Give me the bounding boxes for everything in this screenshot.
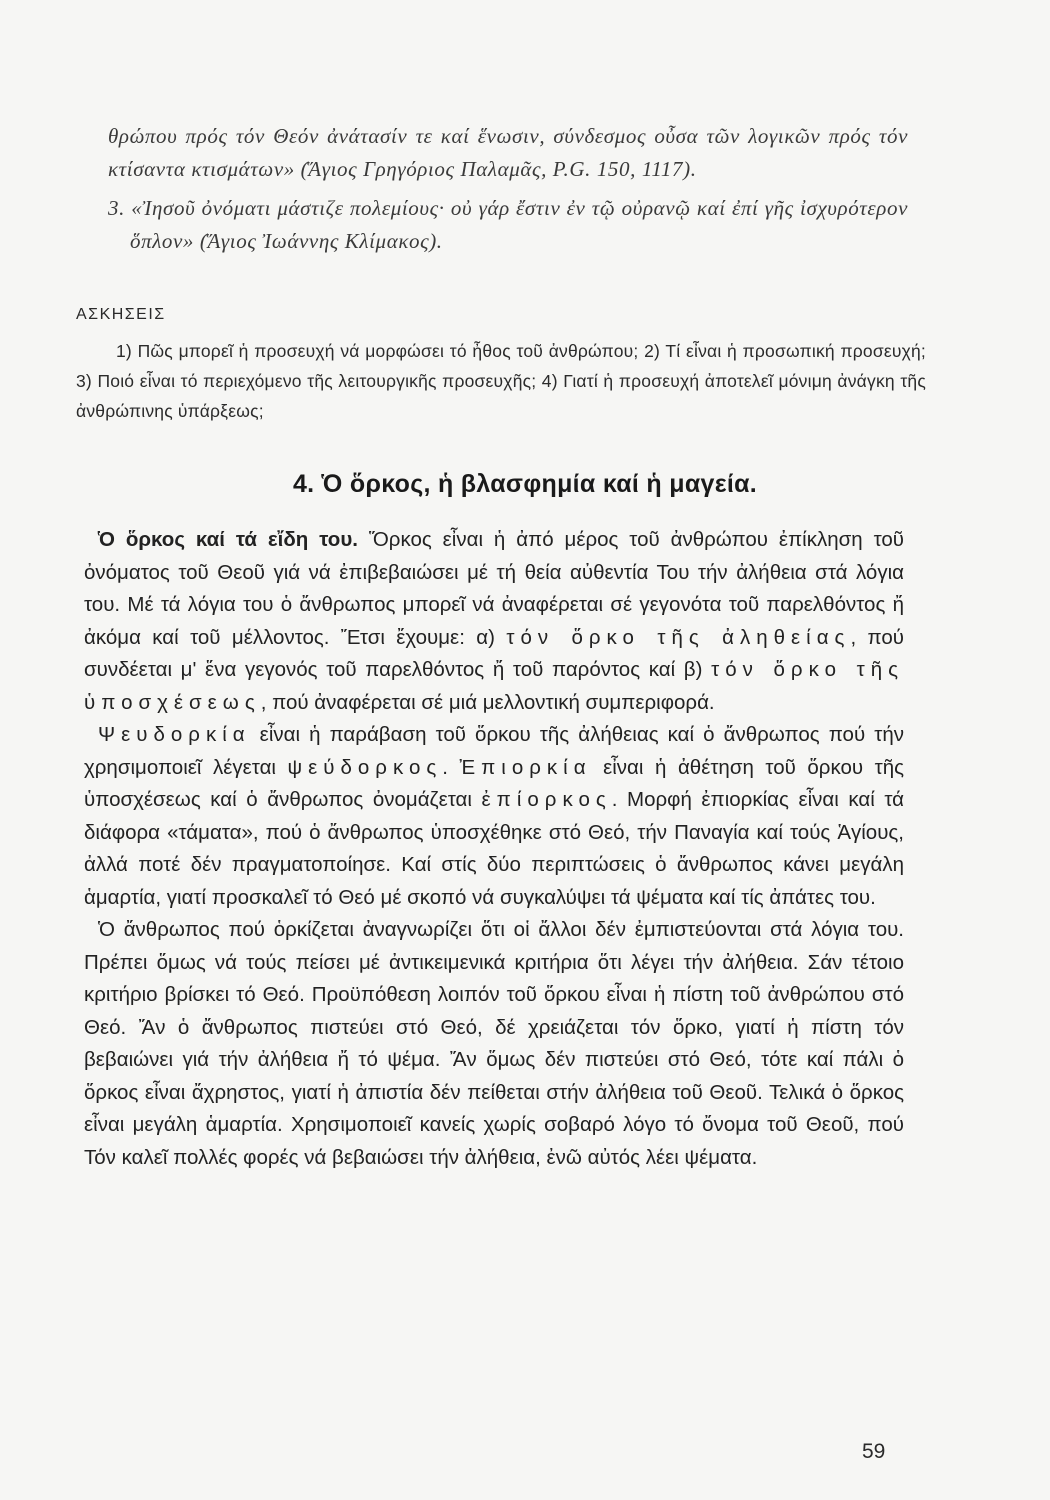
- body-text: [84, 524, 904, 1174]
- paragraph-2: [84, 719, 904, 914]
- text-run: εἶναι ἡ ἀθέτηση τοῦ ὅρκου τῆς ὑποσχέσεως καί ὁ ἄνθρωπος ὀνομάζεται: [84, 755, 904, 811]
- quote-item-number: 3.: [108, 196, 125, 220]
- spaced-term: ἐπίορκος: [481, 788, 612, 811]
- text-run: Ὅρκος εἶναι ἡ ἀπό μέρος τοῦ ἀνθρώπου ἐπίκληση τοῦ ὀνόματος τοῦ Θεοῦ γιά νά ἐπιβεβαιώσει μέ τή θεία αὐθεντία Του τήν ἀλήθεια στά λόγια του. Μέ τά λόγια του ὁ ἄνθρωπος μπορεῖ νά ἀναφέρεται σέ γεγονότα τοῦ παρελθόντος ἤ ἀκόμα καί τοῦ μέλλοντος. Ἔτσι ἔχουμε: α): [84, 528, 904, 649]
- text-run: . Μορφή ἐπιορκίας εἶναι καί τά διάφορα «τάματα», πού ὁ ἄνθρωπος ὑποσχέθηκε στό Θεό, τήν Παναγία καί τούς Ἁγίους, ἀλλά ποτέ δέν πραγματοποίησε. Καί στίς δύο περιπτώσεις ὁ ἄνθρωπος κάνει μεγάλη ἁμαρτία, γιατί προσκαλεῖ τό Θεό μέ σκοπό νά συγκαλύψει τά ψέματα καί τίς ἀπάτες του.: [84, 788, 905, 909]
- text-run: εἶναι ἡ παράβαση τοῦ ὅρκου τῆς ἀλήθειας καί ὁ ἄνθρωπος πού τήν χρησιμοποιεῖ λέγεται: [84, 723, 904, 779]
- exercises-text: 1) Πῶς μπορεῖ ἡ προσευχή νά μορφώσει τό ἦθος τοῦ ἀνθρώπου; 2) Τί εἶναι ἡ προσωπική προσευχή; 3) Ποιό εἶναι τό περιεχόμενο τῆς λειτουργικῆς προσευχῆς; 4) Γιατί ἡ προσευχή ἀποτελεῖ μόνιμη ἀνάγκη τῆς ἀνθρώπινης ὑπάρξεως;: [76, 341, 926, 421]
- spaced-term: τόν ὅρκο τῆς ἀληθείας: [506, 625, 851, 649]
- spaced-term: ψεύδορκος: [287, 755, 443, 779]
- paragraph-lead: Ὁ ὅρκος καί τά εἴδη του.: [98, 528, 358, 551]
- chapter-title: 4. Ὁ ὅρκος, ἡ βλασφημία καί ἡ μαγεία.: [292, 470, 758, 498]
- text-run: .: [442, 755, 460, 779]
- spaced-term: Ψευδορκία: [98, 723, 251, 746]
- quote-item-text: «Ἰησοῦ ὀνόματι μάστιζε πολεμίους· οὐ γάρ ἔστιν ἐν τῷ οὐρανῷ καί ἐπί γῆς ἰσχυρότερον ὅπλον» (Ἅγιος Ἰωάννης Κλίμακος).: [130, 196, 908, 253]
- paragraph-1: [84, 524, 904, 719]
- page-number: 59: [862, 1440, 886, 1463]
- spaced-term: τόν ὅρκο τῆς ὑποσχέσεως: [84, 658, 905, 714]
- quote-item-3: [108, 192, 908, 258]
- paragraph-3: Ὁ ἄνθρωπος πού ὁρκίζεται ἀναγνωρίζει ὅτι οἱ ἄλλοι δέν ἐμπιστεύονται στά λόγια του. Πρέπει ὅμως νά τούς πείσει μέ ἀντικειμενικά κριτήρια ὅτι λέγει τήν ἀλήθεια. Σάν τέτοιο κριτήριο βρίσκει τό Θεό. Προϋπόθεση λοιπόν τοῦ ὅρκου εἶναι ἡ πίστη τοῦ ἀνθρώπου στό Θεό. Ἄν ὁ ἄνθρωπος πιστεύει στό Θεό, δέ χρειάζεται τόν ὅρκο, γιατί ἡ πίστη τόν βεβαιώνει γιά τήν ἀλήθεια ἤ τό ψέμα. Ἄν ὅμως δέν πιστεύει στό Θεό, τότε καί πάλι ὁ ὅρκος εἶναι ἄχρηστος, γιατί ἡ ἀπιστία δέν πείθεται στήν ἀλήθεια τοῦ Θεοῦ. Τελικά ὁ ὅρκος εἶναι μεγάλη ἁμαρτία. Χρησιμοποιεῖ κανείς χωρίς σοβαρό λόγο τό ὄνομα τοῦ Θεοῦ, πού Τόν καλεῖ πολλές φορές νά βεβαιώσει τήν ἀλήθεια, ἐνῶ αὐτός λέει ψέματα.: [84, 918, 904, 1169]
- exercises-heading: ΑΣΚΗΣΕΙΣ: [76, 306, 166, 323]
- exercises-block: [76, 336, 926, 426]
- text-run: , πού ἀναφέρεται σέ μιά μελλοντική συμπεριφορά.: [260, 690, 715, 714]
- spaced-term: Ἐπιορκία: [459, 755, 592, 779]
- quote-block: [108, 120, 908, 258]
- quote-continuation: θρώπου πρός τόν Θεόν ἀνάτασίν τε καί ἕνωσιν, σύνδεσμος οὖσα τῶν λογικῶν πρός τόν κτίσαντα κτισμάτων» (Ἅγιος Γρηγόριος Παλαμᾶς, P.G. 150, 1117).: [108, 124, 908, 181]
- text-run: , πού συνδέεται μ' ἕνα γεγονός τοῦ παρελθόντος ἤ τοῦ παρόντος καί β): [84, 625, 905, 681]
